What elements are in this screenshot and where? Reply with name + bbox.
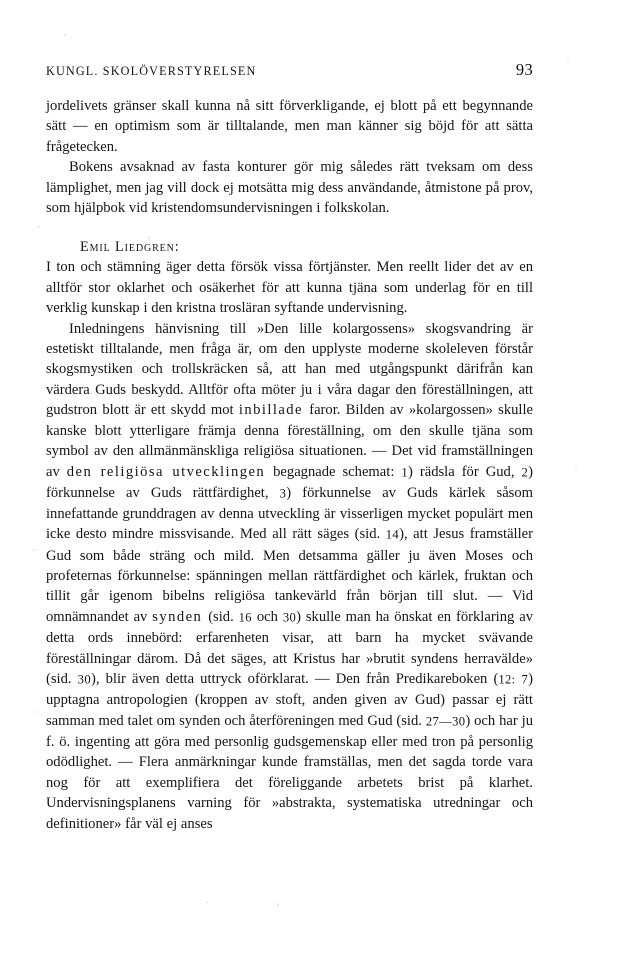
scan-speck (33, 549, 35, 551)
page-number: 93 (515, 60, 533, 79)
list-number-2: 2 (521, 465, 529, 480)
speaker-name (46, 219, 533, 257)
paragraph-inledningens (46, 319, 533, 834)
page-ref-14: 14 (385, 528, 400, 543)
page-ref-30b: 30 (77, 672, 91, 687)
text-run: Inledningens hänvisning till »Den lille kolargossens» skogsvandring är estetiskt tilltalande, men fråga är, om den upplyste moderne skoleleven förstår skogsmystiken och trollskräcken så, att han med utgångspunkt därifrån kan värdera Guds beskydd. Alltför ofta möter ju i våra dagar den föreställningen, att gudstron blott är ett skydd mot (46, 320, 533, 419)
paragraph-continuation: jordelivets gränser skall kunna nå sitt förverkligande, ej blott på ett begynnande sätt — en optimism som är tilltalande, men man känner sig böjd för att sätta frågetecken. (46, 98, 533, 155)
text-run: faror. Bilden av »kolargossen» skulle kanske blott ytterligare främja denna föreställning, om den skulle tjäna som symbol av den allmänmänskliga religiösa situationen. — Det vid framställningen av (46, 402, 534, 480)
text-run: ), blir även detta uttryck oförklarat. — Den från Predikareboken ( (90, 670, 499, 687)
text-run: ) förkunnelse av Guds kärlek såsom innefattande grunddragen av denna utveckling är visserligen mycket populärt men icke desto mindre missvisande. Med all rätt säges (sid. (46, 484, 533, 543)
scan-speck (567, 58, 569, 60)
text-block (46, 96, 533, 834)
running-head (46, 60, 533, 78)
text-run: ) och har ju f. ö. ingenting att göra med personlig gudsgemenskap eller med tron på personlig odödlighet. — Flera anmärkningar kunde framställas, men det sagda torde vara nog för att exemplifiera det föreliggande arbetets brist på klarhet. Undervisningsplanens varning för »abstrakta, systematiska utredningar och definitioner» får väl ej anses (46, 712, 533, 832)
text-run: ) rädsla för Gud, (408, 463, 522, 480)
paragraph-bokens: Bokens avsaknad av fasta konturer gör mig således rätt tveksam om dess lämplighet, men jag vill dock ej motsätta mig dess användande, åtmistone på prov, som hjälpbok vid kristendomsundervisningen i folkskolan. (46, 159, 533, 217)
running-head-title: KUNGL. SKOLÖVERSTYRELSEN (46, 64, 257, 78)
scan-speck (277, 903, 279, 907)
scan-speck (64, 34, 66, 36)
emphasis-den-religiosa-utvecklingen: den religiösa utvecklingen (66, 463, 266, 480)
scan-speck (206, 901, 208, 903)
bible-ref-12-7: 12: 7 (498, 672, 529, 687)
speaker-name-label: Emil Liedgren: (80, 238, 180, 255)
scan-speck (38, 226, 40, 228)
text-run: ) förkunnelse av Guds rättfärdighet, (46, 463, 533, 501)
scan-speck (575, 469, 577, 471)
page-ref-16: 16 (238, 610, 252, 625)
text-run: ) upptagna antropologien (kroppen av stoft, anden given av Gud) passar ej rätt samman med talet om synden och återföreningen med Gud (sid. (46, 670, 533, 729)
text-run: ), att Jesus framställer Gud som både sträng och mild. Men detsamma gäller ju även Moses och profeternas förkunnelse: spänningen mellan rättfärdighet och kärlek, fruktan och tillit går igenom bibelns religiösa tankevärld från början till slut. — Vid omnämnandet av (46, 526, 533, 625)
emphasis-inbillade: inbillade (238, 402, 303, 419)
text-run: begagnade schemat: (266, 463, 402, 480)
text-run: (sid. (203, 608, 239, 625)
text-run: ) skulle man ha önskat en förklaring av detta ords innebörd: erfarenheten visar, att barn ha mycket svävande föreställningar därom. Då det säges, att Kristus har »brutit syndens herravälde» (sid. (46, 608, 533, 687)
paragraph-ton-och-staemning: I ton och stämning äger detta försök vissa förtjänster. Men reellt lider det av en alltför stor oklarhet och osäkerhet för att kunna tjäna som underlag för en till verklig kunskap i den kristna trosläran syftande undervisning. (46, 259, 533, 317)
emphasis-synden: synden (152, 608, 203, 625)
list-number-3: 3 (279, 486, 287, 501)
list-number-1: 1 (401, 465, 409, 480)
page-ref-27-30: 27—30 (425, 714, 466, 729)
page-ref-30: 30 (282, 610, 297, 625)
text-run: och (251, 608, 283, 625)
scan-speck (36, 711, 38, 713)
